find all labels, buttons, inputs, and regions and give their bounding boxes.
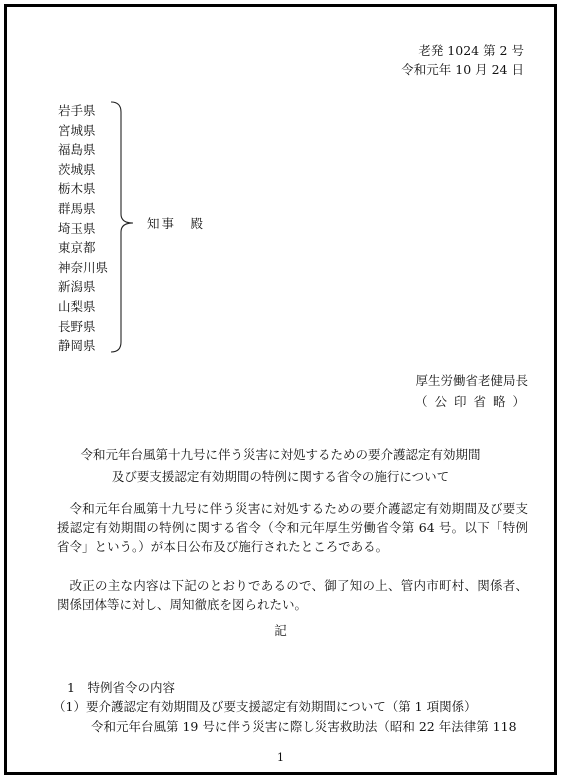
prefecture-item: 宮城県 (58, 122, 96, 138)
prefecture-item: 山梨県 (58, 298, 96, 314)
ki-marker: 記 (274, 623, 287, 638)
prefecture-item: 岩手県 (58, 103, 96, 118)
prefecture-item: 福島県 (58, 142, 96, 158)
prefecture-item: 新潟県 (58, 279, 96, 295)
prefecture-item: 茨城県 (58, 161, 96, 177)
document-title-line1: 令和元年台風第十九号に伴う災害に対処するための要介護認定有効期間 (80, 447, 481, 462)
prefecture-item: 埼玉県 (58, 220, 96, 236)
prefecture-item: 東京都 (58, 240, 96, 256)
prefecture-item: 神奈川県 (58, 259, 109, 275)
addressee: 知事 殿 (147, 216, 206, 231)
document-title-line2: 及び要支援認定有効期間の特例に関する省令の施行について (111, 469, 450, 484)
prefecture-item: 静岡県 (58, 338, 96, 354)
document-page (4, 4, 557, 775)
prefecture-item: 栃木県 (58, 181, 96, 197)
seal-omitted-note: （公印省略） (414, 394, 532, 409)
document-number: 老発 1024 第 2 号 (418, 43, 524, 58)
body-paragraph-2: 改正の主な内容は下記のとおりであるので、御了知の上、管内市町村、関係者、関係団体等に対し、周知徹底を図られたい。 (57, 578, 528, 613)
subsection-text: 令和元年台風第 19 号に伴う災害に際し災害救助法（昭和 22 年法律第 118 (91, 719, 517, 734)
body-paragraph-1: 令和元年台風第十九号に伴う災害に対処するための要介護認定有効期間及び要支援認定有効期間の特例に関する省令（令和元年厚生労働省令第 64 号。以下「特例省令」という。）が本日公布及び施行されたところである。 (57, 501, 528, 555)
prefecture-list (58, 101, 108, 356)
prefecture-item: 長野県 (58, 318, 96, 334)
document-date: 令和元年 10 月 24 日 (401, 62, 524, 77)
section-heading: 1 特例省令の内容 (67, 680, 175, 695)
subsection-heading: （1）要介護認定有効期間及び要支援認定有効期間について（第 1 項関係） (53, 699, 477, 714)
prefecture-item: 群馬県 (58, 200, 96, 216)
page-number: 1 (277, 751, 284, 764)
right-brace-icon (109, 101, 141, 353)
issuer-name: 厚生労働省老健局長 (415, 373, 528, 388)
